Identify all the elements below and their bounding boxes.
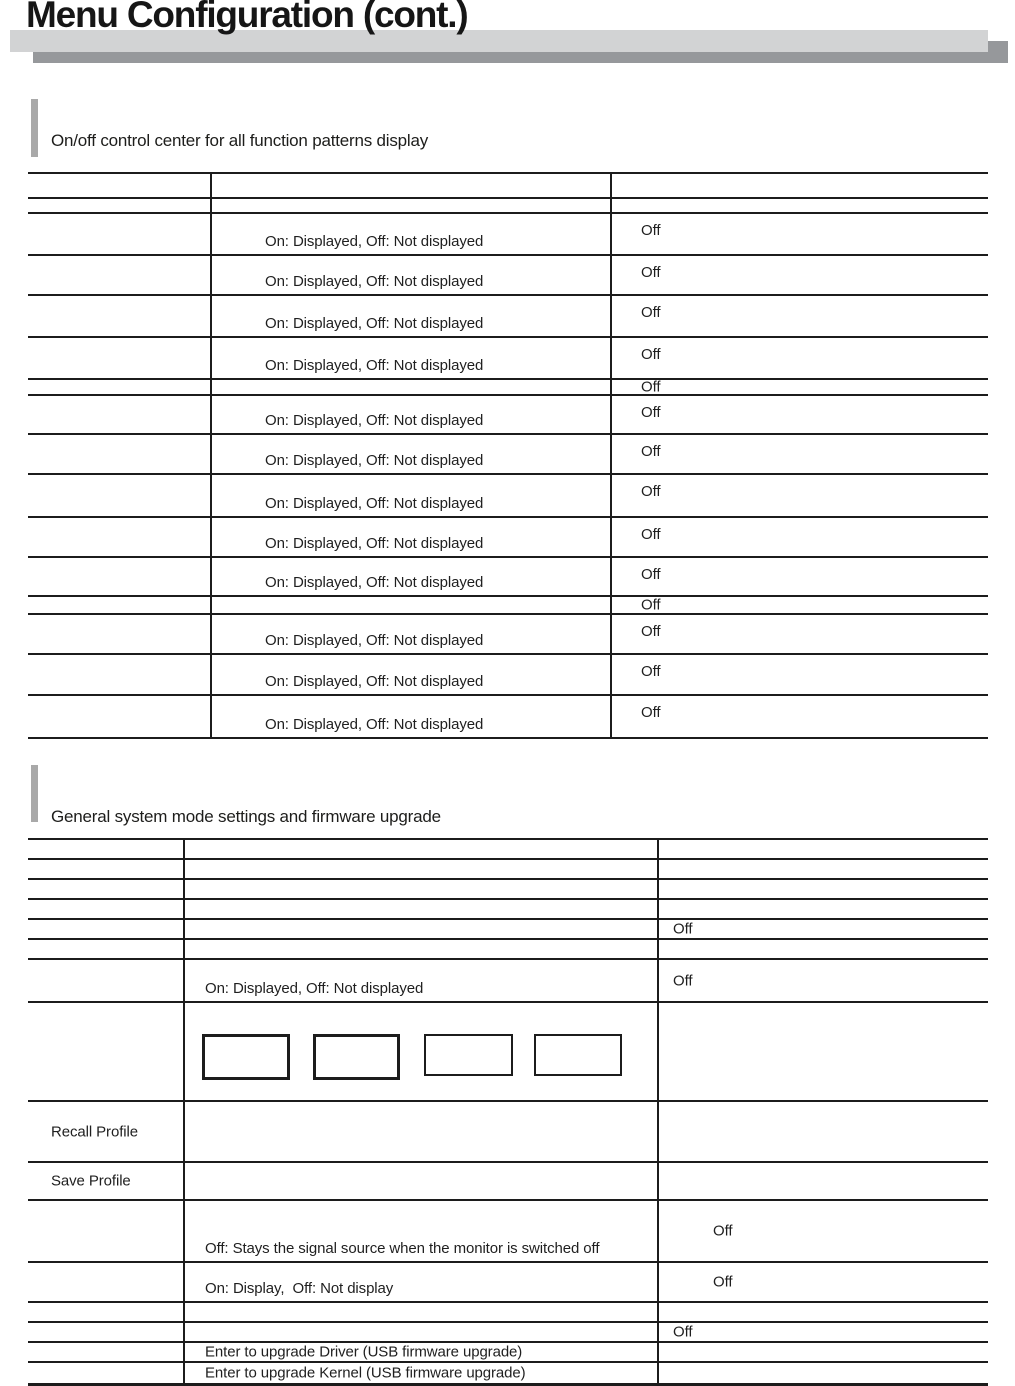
- cell-default: Off: [641, 378, 661, 396]
- table-row: [28, 338, 988, 380]
- cell-default: Off: [641, 596, 661, 614]
- table-row: [28, 1201, 988, 1263]
- table-row: [28, 1102, 988, 1163]
- cell-options: On: Displayed, Off: Not displayed: [265, 315, 484, 332]
- empty-box: [424, 1034, 513, 1076]
- table-row: [28, 518, 988, 558]
- cell-options: On: Displayed, Off: Not displayed: [265, 233, 484, 250]
- table-row: [28, 655, 988, 696]
- table-row: [28, 558, 988, 597]
- cell-default: Off: [641, 483, 661, 500]
- cell-options: On: Displayed, Off: Not displayed: [265, 535, 484, 552]
- cell-default: Off: [641, 264, 661, 281]
- table-row: [28, 840, 988, 860]
- cell-options: Enter to upgrade Driver (USB firmware upgrade): [205, 1343, 523, 1361]
- cell-default: Off: [641, 346, 661, 363]
- cell-options: On: Display, Off: Not display: [205, 1280, 394, 1297]
- cell-options: On: Displayed, Off: Not displayed: [265, 495, 484, 512]
- cell-setting-name: Recall Profile: [51, 1123, 138, 1140]
- cell-default: Off: [641, 623, 661, 640]
- cell-options: On: Displayed, Off: Not displayed: [265, 273, 484, 290]
- section-marker: [31, 99, 38, 157]
- table-onoff-patterns: [28, 172, 988, 739]
- cell-options: On: Displayed, Off: Not displayed: [265, 716, 484, 733]
- table-row: [28, 696, 988, 739]
- cell-default: Off: [673, 972, 693, 989]
- cell-default: Off: [673, 1323, 693, 1341]
- page-title: Menu Configuration (cont.): [26, 0, 468, 35]
- empty-box: [202, 1034, 290, 1080]
- cell-default: Off: [713, 1222, 733, 1240]
- table-row-profile-boxes: [28, 1003, 988, 1102]
- table-row: [28, 597, 988, 615]
- table-row: [28, 174, 988, 199]
- column-divider: [210, 174, 212, 739]
- table-row: [28, 256, 988, 296]
- table-row: [28, 860, 988, 880]
- cell-options: On: Displayed, Off: Not displayed: [265, 357, 484, 374]
- table-row: [28, 296, 988, 338]
- cell-options: On: Displayed, Off: Not displayed: [265, 412, 484, 429]
- column-divider: [610, 174, 612, 739]
- table-row: [28, 940, 988, 960]
- cell-options: On: Displayed, Off: Not displayed: [265, 574, 484, 591]
- table-row: [28, 615, 988, 655]
- table-row: [28, 1163, 988, 1201]
- cell-default: Off: [641, 566, 661, 583]
- cell-default: Off: [641, 704, 661, 721]
- table-row: [28, 435, 988, 475]
- cell-options: On: Displayed, Off: Not displayed: [205, 980, 424, 997]
- cell-default: Off: [673, 920, 693, 938]
- cell-default: Off: [641, 526, 661, 543]
- table-row: [28, 396, 988, 435]
- table-row: [28, 1263, 988, 1303]
- cell-default: Off: [641, 304, 661, 321]
- cell-options: On: Displayed, Off: Not displayed: [265, 673, 484, 690]
- table-row: [28, 1303, 988, 1323]
- cell-default: Off: [641, 663, 661, 680]
- cell-default: Off: [713, 1273, 733, 1291]
- cell-options: On: Displayed, Off: Not displayed: [265, 452, 484, 469]
- section-heading: On/off control center for all function patterns display: [51, 131, 429, 150]
- table-row: [28, 1363, 988, 1386]
- table-system-settings: [28, 838, 988, 1386]
- column-divider: [657, 840, 659, 1386]
- empty-box: [313, 1034, 400, 1080]
- table-row: [28, 900, 988, 920]
- table-row: [28, 475, 988, 518]
- empty-box: [534, 1034, 622, 1076]
- section-marker: [31, 765, 38, 822]
- table-row: [28, 380, 988, 396]
- cell-default: Off: [641, 443, 661, 460]
- cell-default: Off: [641, 404, 661, 421]
- table-row: [28, 1323, 988, 1343]
- table-row: [28, 214, 988, 256]
- cell-setting-name: Save Profile: [51, 1172, 131, 1190]
- section-heading: General system mode settings and firmware upgrade: [51, 807, 441, 826]
- table-row: [28, 199, 988, 214]
- cell-options: On: Displayed, Off: Not displayed: [265, 632, 484, 649]
- column-divider: [183, 840, 185, 1386]
- cell-default: Off: [641, 222, 661, 239]
- table-row: [28, 880, 988, 900]
- cell-options: Enter to upgrade Kernel (USB firmware upgrade): [205, 1364, 526, 1382]
- table-row: [28, 920, 988, 940]
- table-row: [28, 960, 988, 1003]
- cell-options: Off: Stays the signal source when the monitor is switched off: [205, 1240, 600, 1257]
- table-row: [28, 1343, 988, 1363]
